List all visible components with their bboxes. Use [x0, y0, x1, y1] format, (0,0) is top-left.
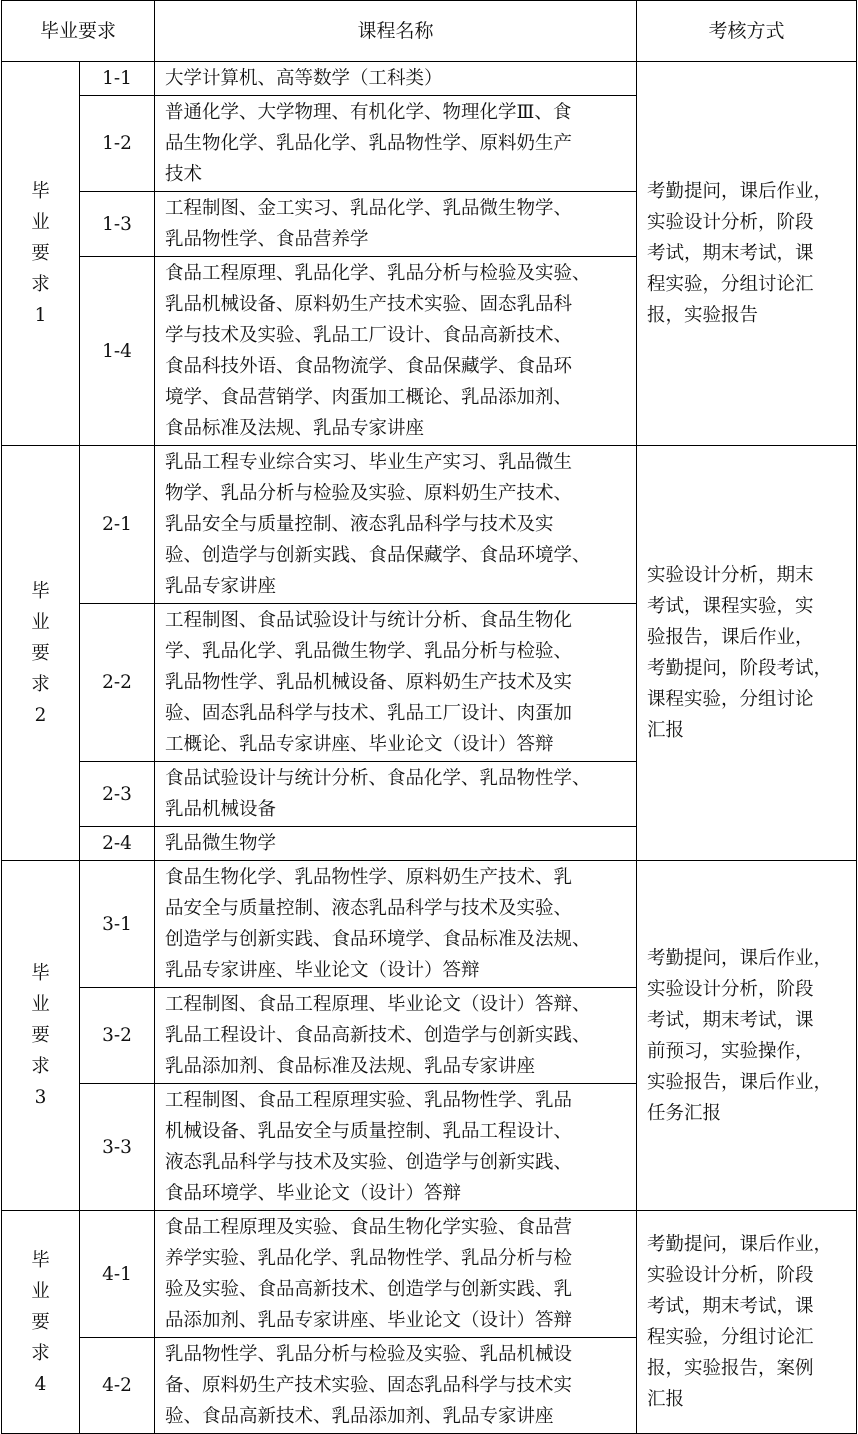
course-line: 验、固态乳品科学与技术、乳品工厂设计、肉蛋加	[165, 703, 573, 724]
course-line: 食品环境学、毕业论文（设计）答辩	[165, 1183, 462, 1204]
course-line: 品添加剂、乳品专家讲座、毕业论文（设计）答辩	[165, 1310, 573, 1331]
header-course-name: 课程名称	[155, 1, 637, 62]
sub-requirement-id: 1-1	[80, 62, 155, 96]
assessment-line: 考试，期末考试，课	[647, 1009, 814, 1031]
course-list-cell	[155, 62, 637, 96]
course-line: 乳品专家讲座、毕业论文（设计）答辩	[165, 960, 480, 981]
assessment-line: 考勤提问，课后作业，	[647, 1234, 833, 1255]
assessment-line: 验报告，课后作业，	[647, 627, 814, 648]
assessment-line: 报，实验报告，案例	[647, 1358, 814, 1379]
course-list-cell	[155, 1084, 637, 1211]
course-line: 乳品物性学、乳品分析与检验及实验、乳品机械设	[165, 1344, 573, 1365]
course-list-cell	[155, 762, 637, 827]
assessment-line: 考试，期末考试，课	[647, 1296, 814, 1317]
course-line: 工概论、乳品专家讲座、毕业论文（设计）答辩	[165, 734, 554, 755]
assessment-line: 课程实验，分组讨论	[647, 689, 814, 710]
assessment-line: 考勤提问，课后作业，	[647, 181, 833, 202]
assessment-method-cell	[637, 62, 857, 446]
course-line: 乳品物性学、乳品机械设备、原料奶生产技术及实	[165, 672, 573, 693]
sub-requirement-id: 4-2	[80, 1338, 155, 1434]
course-line: 食品生物化学、乳品物性学、原料奶生产技术、乳	[165, 867, 573, 888]
course-line: 工程制图、金工实习、乳品化学、乳品微生物学、	[165, 198, 573, 219]
course-line: 乳品微生物学	[165, 833, 277, 854]
course-line: 创造学与创新实践、食品环境学、食品标准及法规、	[165, 929, 591, 950]
assessment-method-cell	[637, 861, 857, 1211]
course-line: 乳品工程专业综合实习、毕业生产实习、乳品微生	[165, 452, 573, 473]
assessment-line: 程实验，分组讨论汇	[647, 1327, 814, 1348]
requirement-group-label: 毕业要求4	[31, 1249, 50, 1395]
assessment-line: 报，实验报告	[647, 305, 759, 326]
course-line: 食品科技外语、食品物流学、食品保藏学、食品环	[165, 356, 573, 377]
assessment-line: 实验设计分析，阶段	[647, 212, 814, 233]
sub-requirement-id: 2-3	[80, 762, 155, 827]
course-line: 学、乳品化学、乳品微生物学、乳品分析与检验、	[165, 641, 573, 662]
requirement-group-cell	[2, 62, 80, 446]
table-row	[2, 1211, 857, 1338]
assessment-line: 考试，期末考试，课	[647, 243, 814, 264]
course-line: 机械设备、乳品安全与质量控制、乳品工程设计、	[165, 1121, 573, 1142]
sub-requirement-id: 3-1	[80, 861, 155, 988]
sub-requirement-id: 3-3	[80, 1084, 155, 1211]
course-line: 验、创造学与创新实践、食品保藏学、食品环境学、	[165, 545, 591, 566]
table-row	[2, 861, 857, 988]
course-line: 工程制图、食品工程原理实验、乳品物性学、乳品	[165, 1090, 573, 1111]
requirement-group-cell	[2, 1211, 80, 1434]
sub-requirement-id: 2-4	[80, 827, 155, 861]
assessment-line: 实验设计分析，期末	[647, 565, 814, 586]
course-line: 乳品工程设计、食品高新技术、创造学与创新实践、	[165, 1025, 591, 1046]
course-line: 乳品添加剂、食品标准及法规、乳品专家讲座	[165, 1056, 536, 1077]
assessment-line: 实验设计分析，阶段	[647, 978, 814, 1000]
course-line: 备、原料奶生产技术实验、固态乳品科学与技术实	[165, 1375, 573, 1396]
requirement-group-label: 毕业要求1	[31, 181, 50, 326]
requirement-group-cell	[2, 861, 80, 1211]
course-line: 乳品物性学、食品营养学	[165, 229, 369, 250]
course-line: 液态乳品科学与技术及实验、创造学与创新实践、	[165, 1152, 573, 1173]
course-line: 乳品安全与质量控制、液态乳品科学与技术及实	[165, 514, 554, 535]
course-line: 品生物化学、乳品化学、乳品物性学、原料奶生产	[165, 133, 573, 154]
sub-requirement-id: 4-1	[80, 1211, 155, 1338]
course-list-cell	[155, 96, 637, 192]
course-list-cell	[155, 257, 637, 446]
assessment-line: 考试，课程实验，实	[647, 596, 814, 617]
course-line: 验及实验、食品高新技术、创造学与创新实践、乳	[165, 1279, 573, 1300]
course-line: 境学、食品营销学、肉蛋加工概论、乳品添加剂、	[165, 387, 573, 408]
course-line: 乳品专家讲座	[165, 576, 277, 597]
requirement-group-label: 毕业要求2	[31, 580, 50, 726]
header-row	[2, 1, 857, 62]
sub-requirement-id: 2-2	[80, 604, 155, 762]
assessment-line: 考勤提问，阶段考试，	[647, 658, 833, 679]
course-line: 技术	[165, 164, 203, 185]
course-list-cell	[155, 1338, 637, 1434]
requirement-group-label: 毕业要求3	[31, 963, 50, 1108]
course-line: 大学计算机、高等数学（工科类）	[165, 68, 443, 89]
sub-requirement-id: 3-2	[80, 988, 155, 1084]
sub-requirement-id: 2-1	[80, 446, 155, 604]
graduation-requirements-table	[1, 0, 857, 1434]
course-list-cell	[155, 192, 637, 257]
course-line: 食品工程原理及实验、食品生物化学实验、食品营	[165, 1217, 573, 1238]
table-row	[2, 446, 857, 604]
course-line: 食品试验设计与统计分析、食品化学、乳品物性学、	[165, 768, 591, 789]
assessment-line: 考勤提问，课后作业，	[647, 947, 833, 969]
course-list-cell	[155, 988, 637, 1084]
assessment-method-cell	[637, 1211, 857, 1434]
course-list-cell	[155, 861, 637, 988]
course-line: 食品工程原理、乳品化学、乳品分析与检验及实验、	[165, 263, 591, 284]
header-graduation-requirement: 毕业要求	[2, 1, 155, 62]
assessment-line: 程实验，分组讨论汇	[647, 274, 814, 295]
course-line: 工程制图、食品工程原理、毕业论文（设计）答辩、	[165, 994, 591, 1015]
table-row	[2, 62, 857, 96]
course-list-cell	[155, 1211, 637, 1338]
sub-requirement-id: 1-2	[80, 96, 155, 192]
assessment-line: 前预习，实验操作，	[647, 1040, 814, 1062]
assessment-line: 汇报	[647, 720, 685, 741]
requirement-group-cell	[2, 446, 80, 861]
assessment-method-cell	[637, 446, 857, 861]
course-line: 普通化学、大学物理、有机化学、物理化学Ⅲ、食	[165, 102, 572, 123]
assessment-line: 任务汇报	[647, 1102, 722, 1124]
course-list-cell	[155, 604, 637, 762]
course-line: 乳品机械设备、原料奶生产技术实验、固态乳品科	[165, 294, 573, 315]
course-line: 乳品机械设备	[165, 799, 277, 820]
course-line: 品安全与质量控制、液态乳品科学与技术及实验、	[165, 898, 573, 919]
course-list-cell	[155, 827, 637, 861]
course-line: 学与技术及实验、乳品工厂设计、食品高新技术、	[165, 325, 573, 346]
course-line: 物学、乳品分析与检验及实验、原料奶生产技术、	[165, 483, 573, 504]
course-line: 验、食品高新技术、乳品添加剂、乳品专家讲座	[165, 1406, 554, 1427]
sub-requirement-id: 1-4	[80, 257, 155, 446]
assessment-line: 实验报告，课后作业，	[647, 1071, 833, 1093]
assessment-line: 实验设计分析，阶段	[647, 1265, 814, 1286]
assessment-line: 汇报	[647, 1389, 685, 1410]
course-list-cell	[155, 446, 637, 604]
sub-requirement-id: 1-3	[80, 192, 155, 257]
course-line: 养学实验、乳品化学、乳品物性学、乳品分析与检	[165, 1248, 573, 1269]
course-line: 工程制图、食品试验设计与统计分析、食品生物化	[165, 610, 573, 631]
header-assessment-method: 考核方式	[637, 1, 857, 62]
course-line: 食品标准及法规、乳品专家讲座	[165, 418, 425, 439]
